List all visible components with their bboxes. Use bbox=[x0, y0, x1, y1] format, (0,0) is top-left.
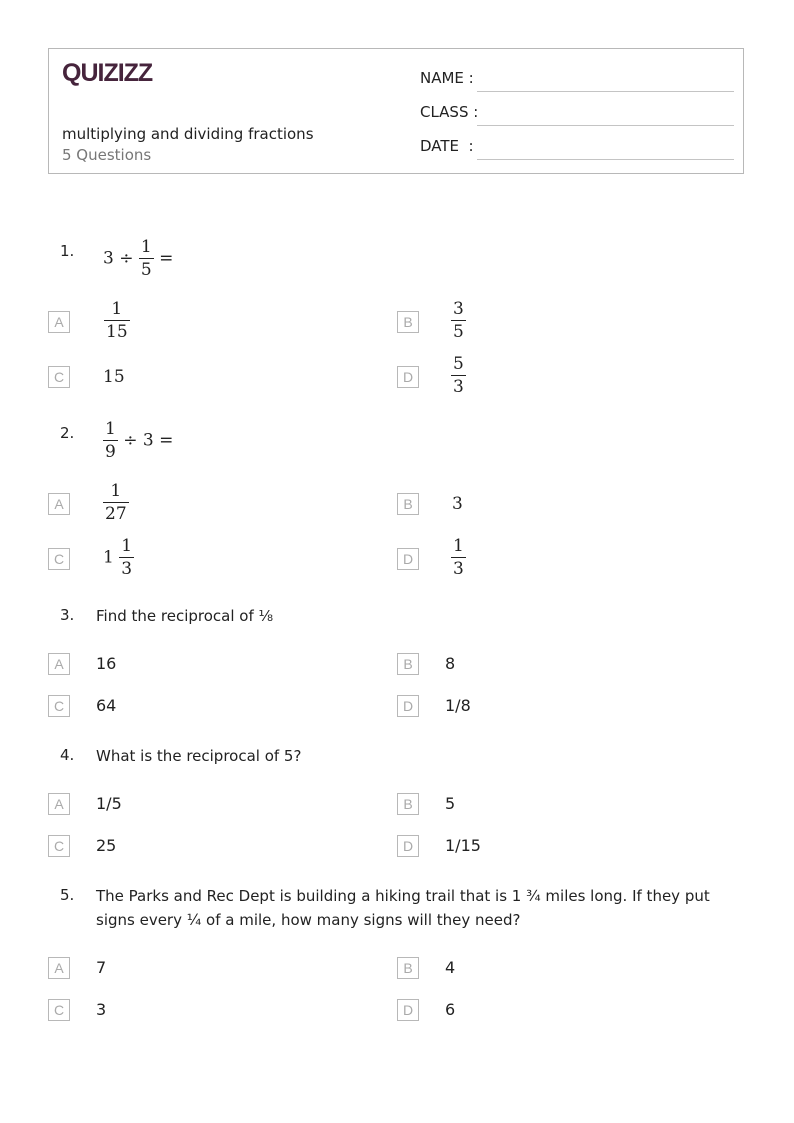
option-letter: B bbox=[397, 311, 419, 333]
question-text: What is the reciprocal of 5? bbox=[96, 747, 302, 765]
option-letter: B bbox=[397, 793, 419, 815]
option-letter: C bbox=[48, 548, 70, 570]
option-text: 16 bbox=[96, 654, 117, 673]
option-b-answer: $\frac{3}{5}$ bbox=[453, 299, 464, 342]
option-text: 1/8 bbox=[445, 696, 471, 715]
option-text: 1/15 bbox=[445, 836, 481, 855]
option-letter: A bbox=[48, 311, 70, 333]
option-text: 5 bbox=[445, 794, 456, 813]
date-line bbox=[477, 159, 734, 160]
quizizz-logo: QUIZIZZ bbox=[62, 59, 153, 87]
prompt-fraction: $\frac{1}{9}$ bbox=[105, 419, 116, 462]
option-letter: B bbox=[397, 653, 419, 675]
option-text: 4 bbox=[445, 958, 456, 977]
option-letter: B bbox=[397, 493, 419, 515]
worksheet-title: multiplying and dividing fractions bbox=[62, 125, 314, 143]
option-letter: D bbox=[397, 695, 419, 717]
question-prompt bbox=[103, 236, 173, 281]
option-d-answer: $\frac{5}{3}$ bbox=[453, 354, 464, 397]
name-line bbox=[477, 91, 734, 92]
prompt-lead: 3 ÷ bbox=[103, 248, 134, 269]
prompt-fraction: $\frac{1}{5}$ bbox=[140, 237, 152, 280]
name-label: NAME : bbox=[420, 69, 474, 87]
option-text: 7 bbox=[96, 958, 107, 977]
option-d-answer: $\frac{1}{3}$ bbox=[453, 536, 464, 579]
class-label: CLASS : bbox=[420, 103, 479, 121]
option-b-answer: 3 bbox=[452, 494, 463, 514]
option-letter: D bbox=[397, 548, 419, 570]
question-number: 2. bbox=[60, 424, 75, 442]
option-letter: D bbox=[397, 999, 419, 1021]
question-prompt bbox=[103, 418, 173, 463]
worksheet-header bbox=[48, 48, 744, 174]
question-number: 4. bbox=[60, 746, 75, 764]
option-letter: C bbox=[48, 999, 70, 1021]
question-number: 3. bbox=[60, 606, 75, 624]
prompt-tail: ÷ 3 = bbox=[123, 430, 174, 451]
option-text: 8 bbox=[445, 654, 456, 673]
option-text: 25 bbox=[96, 836, 117, 855]
date-label: DATE : bbox=[420, 137, 474, 155]
date-field[interactable] bbox=[420, 137, 734, 161]
option-text: 3 bbox=[96, 1000, 107, 1019]
option-letter: A bbox=[48, 493, 70, 515]
option-letter: A bbox=[48, 957, 70, 979]
option-letter: A bbox=[48, 653, 70, 675]
option-letter: B bbox=[397, 957, 419, 979]
class-field[interactable] bbox=[420, 103, 734, 127]
option-text: 1/5 bbox=[96, 794, 122, 813]
question-text: Find the reciprocal of ⅛ bbox=[96, 607, 274, 625]
class-line bbox=[477, 125, 734, 126]
option-a-answer: $\frac{1}{27}$ bbox=[105, 481, 127, 524]
option-letter: A bbox=[48, 793, 70, 815]
name-field[interactable] bbox=[420, 69, 734, 93]
option-letter: C bbox=[48, 835, 70, 857]
option-c-answer: 15 bbox=[103, 367, 125, 387]
question-count: 5 Questions bbox=[62, 146, 152, 164]
option-letter: C bbox=[48, 366, 70, 388]
option-c-answer: 1 $\frac{1}{3}$ bbox=[103, 536, 133, 579]
option-letter: C bbox=[48, 695, 70, 717]
question-number: 1. bbox=[60, 242, 75, 260]
option-letter: D bbox=[397, 835, 419, 857]
prompt-tail: = bbox=[159, 248, 174, 269]
option-a-answer: $\frac{1}{15}$ bbox=[106, 299, 128, 342]
option-letter: D bbox=[397, 366, 419, 388]
option-text: 64 bbox=[96, 696, 117, 715]
question-text: The Parks and Rec Dept is building a hiking trail that is 1 ¾ miles long. If they put signs every ¼ of a mile, how many signs will they need? bbox=[96, 887, 710, 929]
question-number: 5. bbox=[60, 886, 75, 904]
option-text: 6 bbox=[445, 1000, 456, 1019]
